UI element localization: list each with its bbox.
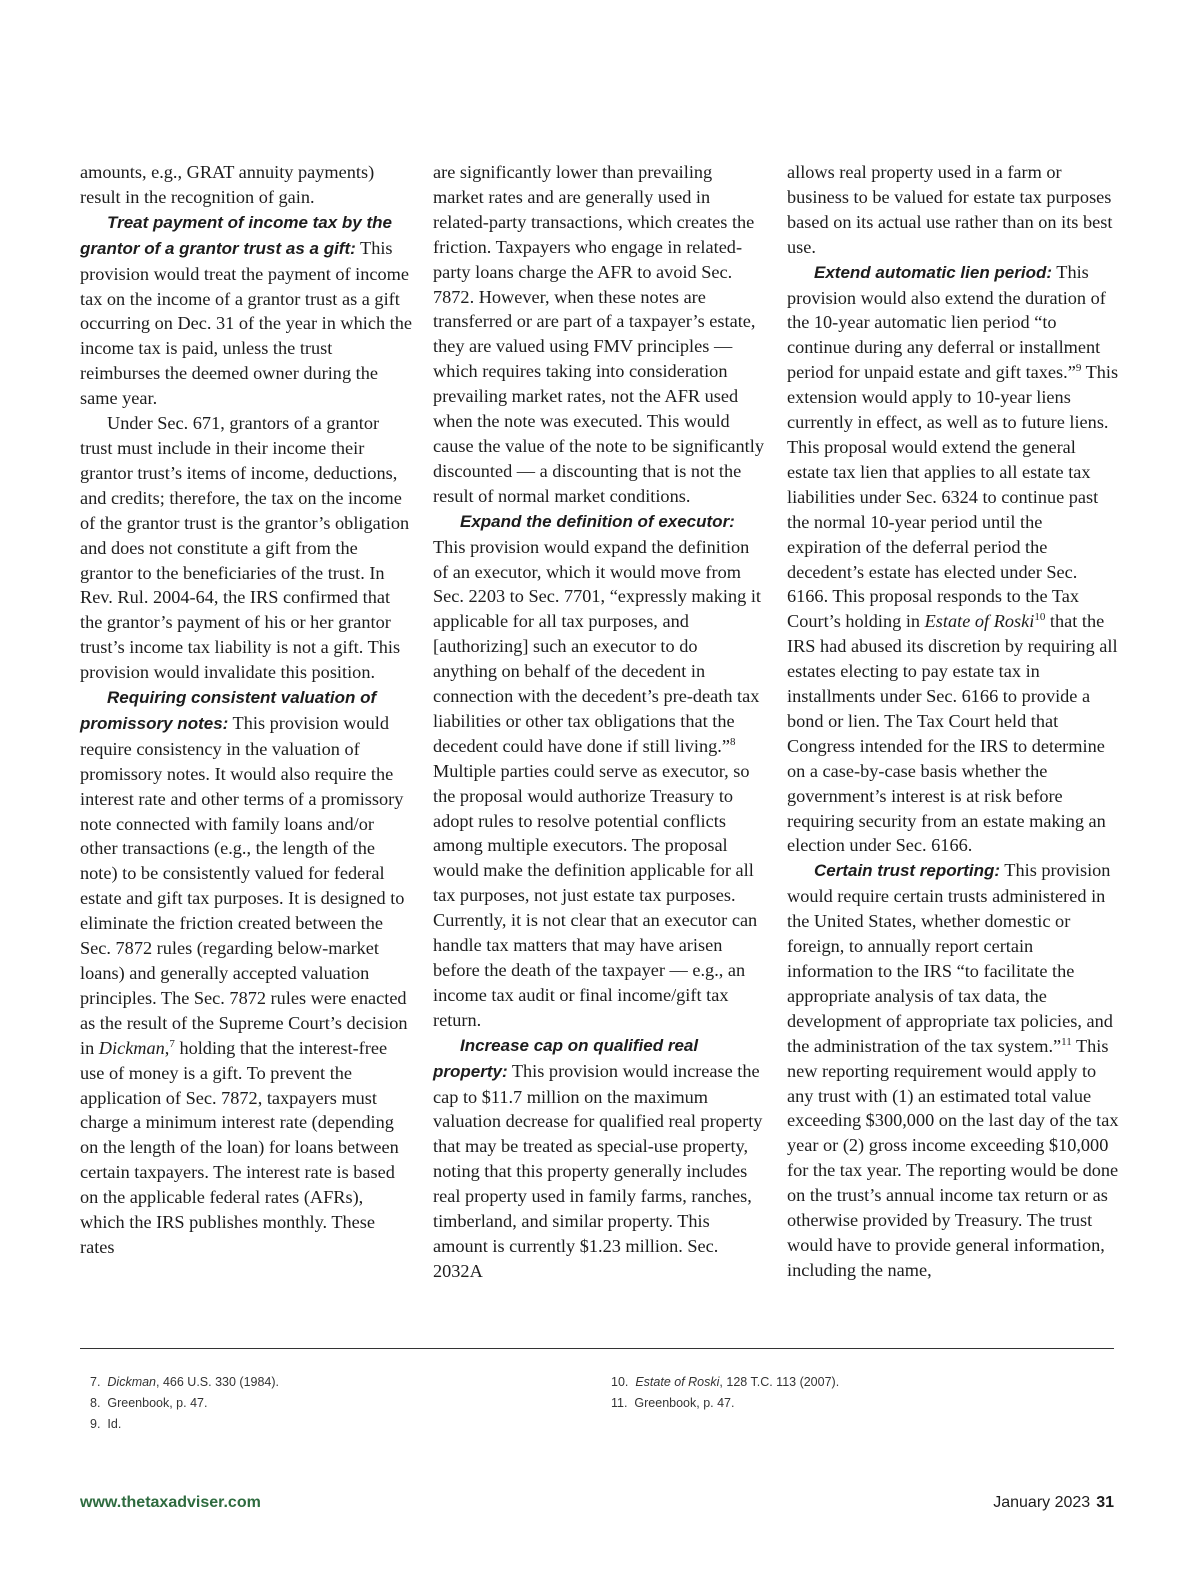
paragraph: are significantly lower than prevailing market rates and are generally used in related-party transactions, which creates the friction. Taxpayers who engage in related-party loans charge the AFR to avoid Sec. 7872. However, when these notes are transferred or are part of a taxpayer’s estate, they are valued using FMV principles — which requires taking into consideration prevailing market rates, not the AFR used when the note was executed. This would cause the value of the note to be significantly discounted — a discounting that is not the result of normal market conditions. (433, 162, 764, 506)
footnote-number: 9. (90, 1417, 101, 1431)
paragraph (80, 210, 412, 411)
paragraph-text: This new reporting requirement would apply to any trust with (1) an estimated total value exceeding $300,000 on the last day of the tax year or (2) gross income exceeding $10,000 for the tax year. The reporting would be done on the trust’s annual income tax return or as otherwise provided by Treasury. The trust would have to provide general information, including the name, (787, 1035, 1119, 1280)
section-heading: Certain trust reporting: (814, 861, 1001, 881)
footnote-text: Id. (107, 1417, 122, 1431)
footnote-number: 8. (90, 1396, 101, 1410)
footnote-ref: 7 (169, 1037, 175, 1050)
paragraph-text: This extension would apply to 10-year liens currently in effect, as well as to future liens. This proposal would extend the general estate tax lien that applies to all estate tax liabilities under Sec. 6324 to continue past the normal 10-year period until the expiration of the deferral period the decedent’s estate has elected under Sec. 6166. This proposal responds to the Tax Court’s holding in (787, 362, 1119, 632)
section-heading: Treat payment of income tax by the grantor of a grantor trust as a gift: (80, 212, 392, 258)
footnote-7 (90, 1372, 279, 1393)
case-name: Dickman (107, 1375, 157, 1389)
paragraph: Requiring consistent valuation of promissory notes: This provision would require consistency in the valuation of promissory notes. It would also require the interest rate and other terms of a promissory note connected with family loans and/or other transactions (e.g., the length of the note) to be consistently valued for federal estate and gift tax purposes. It is designed to eliminate the friction created between the Sec. 7872 rules (regarding below-market loans) and generally accepted valuation principles. The Sec. 7872 rules were enacted as the result of the Supreme Court’s decision in Dickman,$^7$ holding that the interest-free use of money is a gift. To prevent the application of Sec. 7872, taxpayers must charge a minimum interest rate (depending on the length of the loan) for loans between certain taxpayers. The interest rate is based on the applicable federal rates (AFRs), which the IRS publishes monthly. These rates (80, 688, 408, 1257)
paragraph-text: This provision would expand the definition of an executor, which it would move from Sec. 2203 to Sec. 7701, “expressly making it applicable for all tax purposes, and [authorizing] such an executor to do anything on behalf of the decedent in connection with the decedent’s pre-death tax liabilities or other tax obligations that the decedent could have done if still living.” (433, 536, 761, 756)
paragraph: allows real property used in a farm or business to be valued for estate tax purposes based on its actual use rather than on its best use. (787, 162, 1113, 257)
footnote-text: Greenbook, p. 47. (634, 1396, 735, 1410)
paragraph (787, 260, 1119, 859)
footnote-9 (90, 1414, 279, 1435)
section-heading: Requiring consistent valuation of promissory notes: (80, 688, 377, 733)
paragraph-text: This provision would also extend the duration of the 10-year automatic lien period “to continue during any deferral or installment period for unpaid estate and gift taxes.” (787, 261, 1106, 383)
issue-date: January 2023 (993, 1494, 1091, 1511)
footnote-ref: 11 (1061, 1035, 1072, 1048)
footnote-8 (90, 1393, 279, 1414)
footnote-text: , 128 T.C. 113 (2007). (719, 1375, 840, 1389)
footnote-10 (611, 1372, 839, 1393)
footnote-number: 10. (611, 1375, 629, 1389)
case-name: Dickman (98, 1037, 165, 1058)
paragraph (787, 858, 1119, 1282)
paragraph-text: that the IRS had abused its discretion by requiring all estates electing to pay estate tax in installments under Sec. 6166 to provide a bond or lien. The Tax Court held that Congress intended for the IRS to determine on a case-by-case basis whether the government’s interest is at risk before requiring security from an estate making an election under Sec. 6166. (787, 611, 1118, 856)
footer-website-link[interactable]: www.thetaxadviser.com (80, 1494, 261, 1511)
footer-issue (993, 1494, 1114, 1512)
column-2 (433, 160, 765, 1284)
footnote-11 (611, 1393, 839, 1414)
paragraph: Under Sec. 671, grantors of a grantor trust must include in their income their grantor trust’s items of income, deductions, and credits; therefore, the tax on the income of the grantor trust is the grantor’s obligation and does not constitute a gift from the grantor to the beneficiaries of the trust. In Rev. Rul. 2004-64, the IRS confirmed that the grantor’s payment of his or her grantor trust’s income tax liability is not a gift. This provision would invalidate this position. (80, 413, 410, 683)
footnote-divider (80, 1348, 1114, 1349)
paragraph-text: holding that the interest-free use of money is a gift. To prevent the application of Sec. 7872, taxpayers must charge a minimum interest rate (depending on the length of the loan) for loans between certain taxpayers. The interest rate is based on the applicable federal rates (AFRs), which the IRS publishes monthly. These rates (80, 1037, 399, 1257)
case-name: Estate of Roski (924, 611, 1035, 632)
footnote-ref: 10 (1034, 611, 1046, 624)
paragraph (433, 1033, 765, 1284)
page-number: 31 (1096, 1494, 1114, 1511)
column-1 (80, 160, 412, 1260)
paragraph-text: This provision would require consistency in the valuation of promissory notes. It would also require the interest rate and other terms of a promissory note connected with family loans and/or other transactions (e.g., the length of the note) to be consistently valued for federal estate and gift tax purposes. It is designed to eliminate the friction created between the Sec. 7872 rules (regarding below-market loans) and generally accepted valuation principles. The Sec. 7872 rules were enacted as the result of the Supreme Court’s decision in (80, 712, 408, 1058)
paragraph (433, 509, 765, 1033)
footnotes-right (611, 1372, 839, 1414)
column-3 (787, 160, 1119, 1283)
footnote-text: Greenbook, p. 47. (107, 1396, 208, 1410)
footnote-number: 7. (90, 1375, 101, 1389)
paragraph-text: This provision would increase the cap to $11.7 million on the maximum valuation decrease for qualified real property that may be treated as special-use property, noting that this property generally includes real property used in family farms, ranches, timberland, and similar property. This amount is currently $1.23 million. Sec. 2032A (433, 1060, 763, 1281)
paragraph-text: Multiple parties could serve as executor, so the proposal would authorize Treasury to adopt rules to resolve potential conflicts among multiple executors. The proposal would make the definition applicable for all tax purposes, not just estate tax purposes. Currently, it is not clear that an executor can handle tax matters that may have arisen before the death of the taxpayer — e.g., an income tax audit or final income/gift tax return. (433, 760, 758, 1030)
footnote-text: , 466 U.S. 330 (1984). (156, 1375, 280, 1389)
footnote-number: 11. (611, 1396, 628, 1410)
footnote-ref: 8 (729, 735, 736, 748)
footnotes-left (90, 1372, 279, 1435)
paragraph-text: This provision would require certain trusts administered in the United States, whether domestic or foreign, to annually report certain information to the IRS “to facilitate the appropriate analysis of tax data, the development of appropriate tax policies, and the administration of the tax system.” (787, 860, 1113, 1056)
paragraph: amounts, e.g., GRAT annuity payments) result in the recognition of gain. (80, 162, 375, 207)
section-heading: Expand the definition of executor: (460, 511, 735, 531)
case-name: Estate of Roski (635, 1375, 720, 1389)
section-heading: Increase cap on qualified real property: (433, 1035, 699, 1081)
footnote-ref: 9 (1075, 362, 1082, 375)
section-heading: Extend automatic lien period: (814, 262, 1053, 282)
paragraph-text: This provision would treat the payment of income tax on the income of a grantor trust as a gift occurring on Dec. 31 of the year in which the income tax is paid, unless the trust reimburses the deemed owner during the same year. (80, 237, 412, 409)
